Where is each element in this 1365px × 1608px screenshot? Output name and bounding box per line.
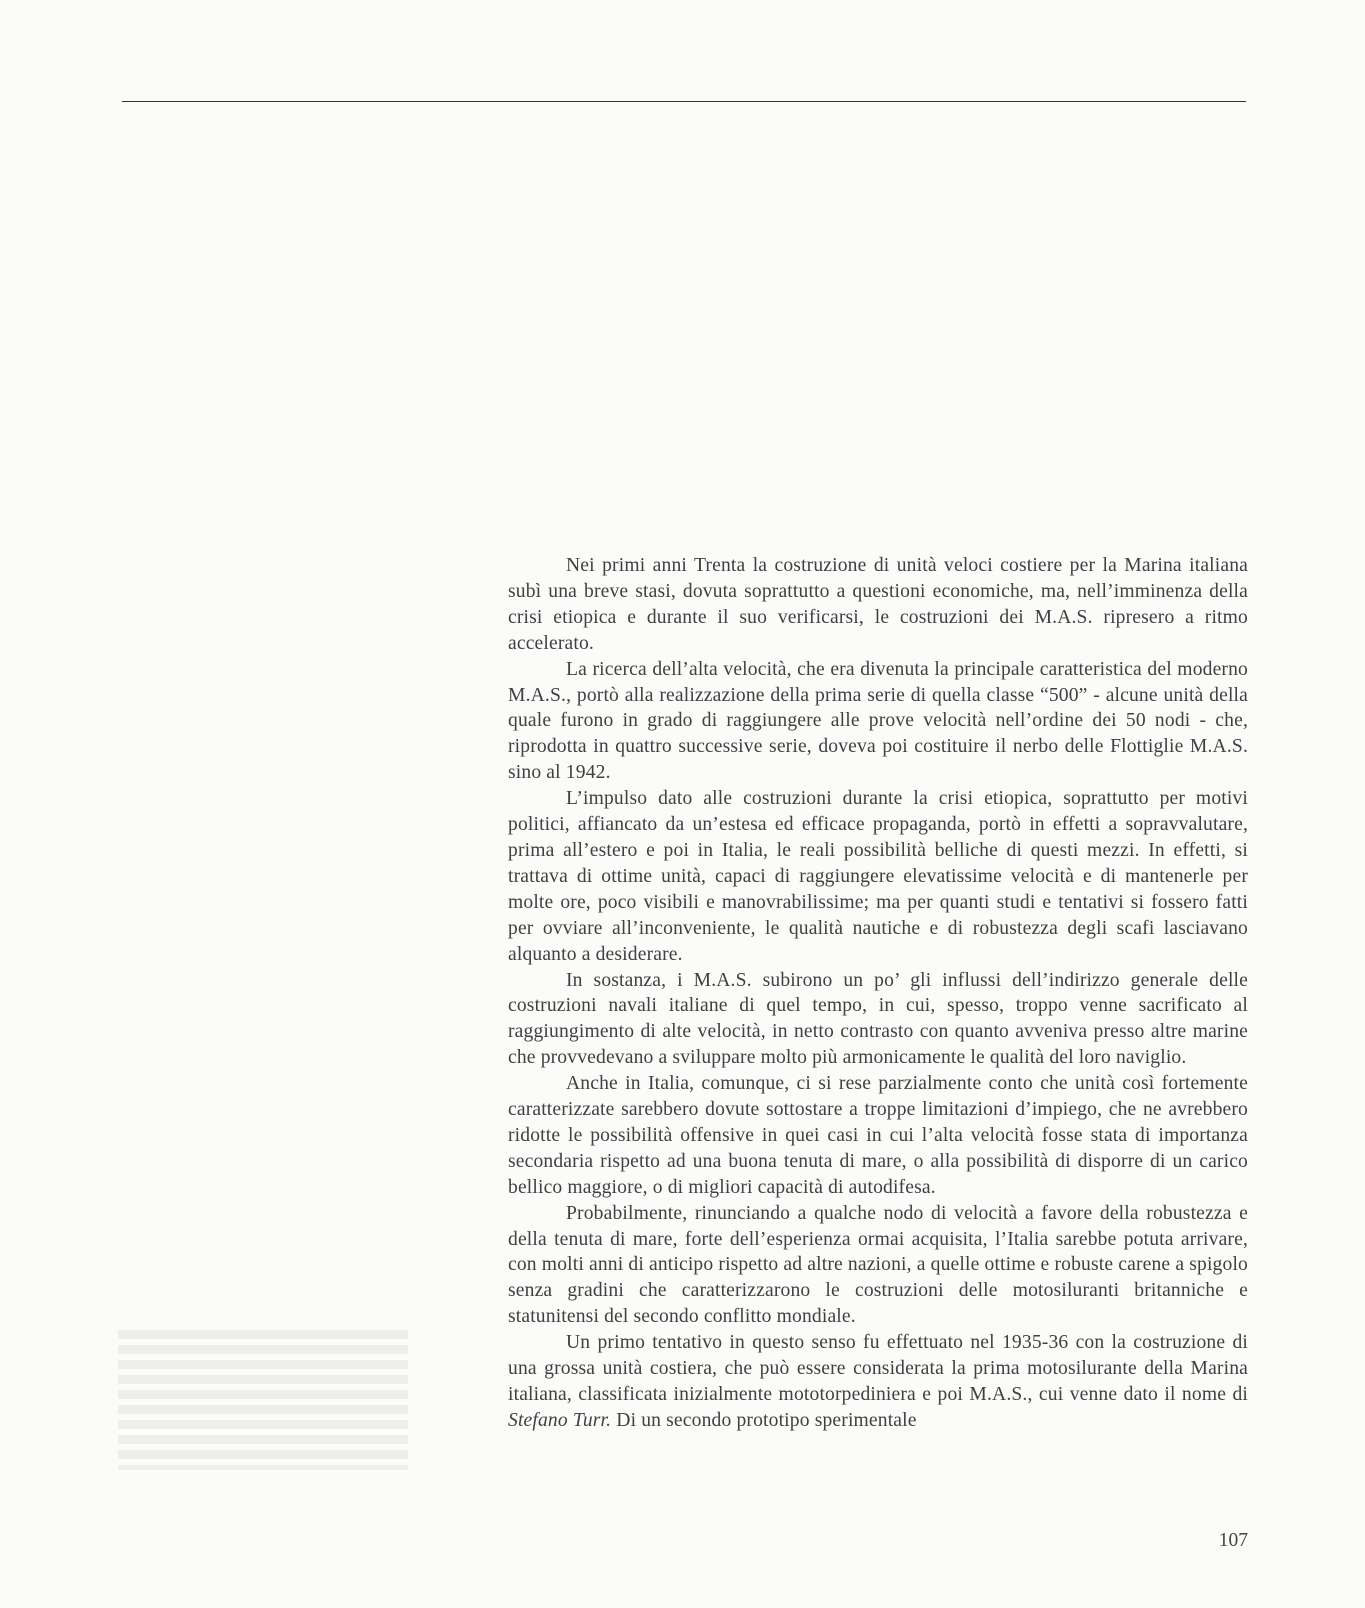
paragraph-last — [508, 1330, 1248, 1434]
ship-name: Stefano Turr. — [508, 1409, 612, 1431]
paragraph: La ricerca dell’alta velocità, che era divenuta la principale caratteristica del moderno M.A.S., portò alla realizzazione della prima serie di quella classe “500” - alcune unità della quale furono in grado di raggiungere alle prove velocità nell’ordine dei 50 nodi - che, riprodotta in quattro successive serie, doveva poi costituire il nerbo delle Flottiglie M.A.S. sino al 1942. — [508, 658, 1248, 784]
faint-bleedthrough-caption — [118, 1330, 408, 1470]
body-text — [508, 553, 1248, 1434]
header-rule — [122, 101, 1246, 102]
paragraph-text: Un primo tentativo in questo senso fu effettuato nel 1935-36 con la costruzione di una grossa unità costiera, che può essere considerata la prima motosilurante della Marina italiana, classificata inizialmente mototorpediniera e poi M.A.S., cui venne dato il nome di — [508, 1332, 1248, 1405]
page-number: 107 — [1218, 1530, 1248, 1551]
paragraph: In sostanza, i M.A.S. subirono un po’ gli influssi dell’indirizzo generale delle costruzioni navali italiane di quel tempo, in cui, spesso, troppo venne sacrificato al raggiungimento di alte velocità, in netto contrasto con quanto avveniva presso altre marine che provvedevano a sviluppare molto più armonicamente le qualità del loro naviglio. — [508, 969, 1248, 1069]
paragraph: L’impulso dato alle costruzioni durante la crisi etiopica, soprattutto per motivi politici, affiancato da un’estesa ed efficace propaganda, portò in effetti a sopravvalutare, prima all’estero e poi in Italia, le reali possibilità belliche di questi mezzi. In effetti, si trattava di ottime unità, capaci di raggiungere elevatissime velocità e di mantenerle per molte ore, poco visibili e manovrabilissime; ma per quanti studi e tentativi si fossero fatti per ovviare all’inconveniente, le qualità nautiche e di robustezza degli scafi lasciavano alquanto a desiderare. — [508, 788, 1248, 965]
paragraph: Nei primi anni Trenta la costruzione di unità veloci costiere per la Marina italiana subì una breve stasi, dovuta soprattutto a questioni economiche, ma, nell’imminenza della crisi etiopica e durante il suo verificarsi, le costruzioni dei M.A.S. ripresero a ritmo accelerato. — [508, 555, 1248, 654]
paragraph: Anche in Italia, comunque, ci si rese parzialmente conto che unità così fortemente caratterizzate sarebbero dovute sottostare a troppe limitazioni d’impiego, che ne avrebbero ridotte le possibilità offensive in quei casi in cui l’alta velocità fosse stata di importanza secondaria rispetto ad una buona tenuta di mare, o alla possibilità di disporre di un carico bellico maggiore, o di migliori capacità di autodifesa. — [508, 1073, 1248, 1198]
paragraph-text: Di un secondo prototipo sperimentale — [611, 1409, 917, 1431]
paragraph: Probabilmente, rinunciando a qualche nodo di velocità a favore della robustezza e della tenuta di mare, forte dell’esperienza ormai acquisita, l’Italia sarebbe potuta arrivare, con molti anni di anticipo rispetto ad altre nazioni, a quelle ottime e robuste carene a spigolo senza gradini che caratterizzarono le costruzioni delle motosiluranti britanniche e statunitensi del secondo conflitto mondiale. — [508, 1202, 1248, 1328]
